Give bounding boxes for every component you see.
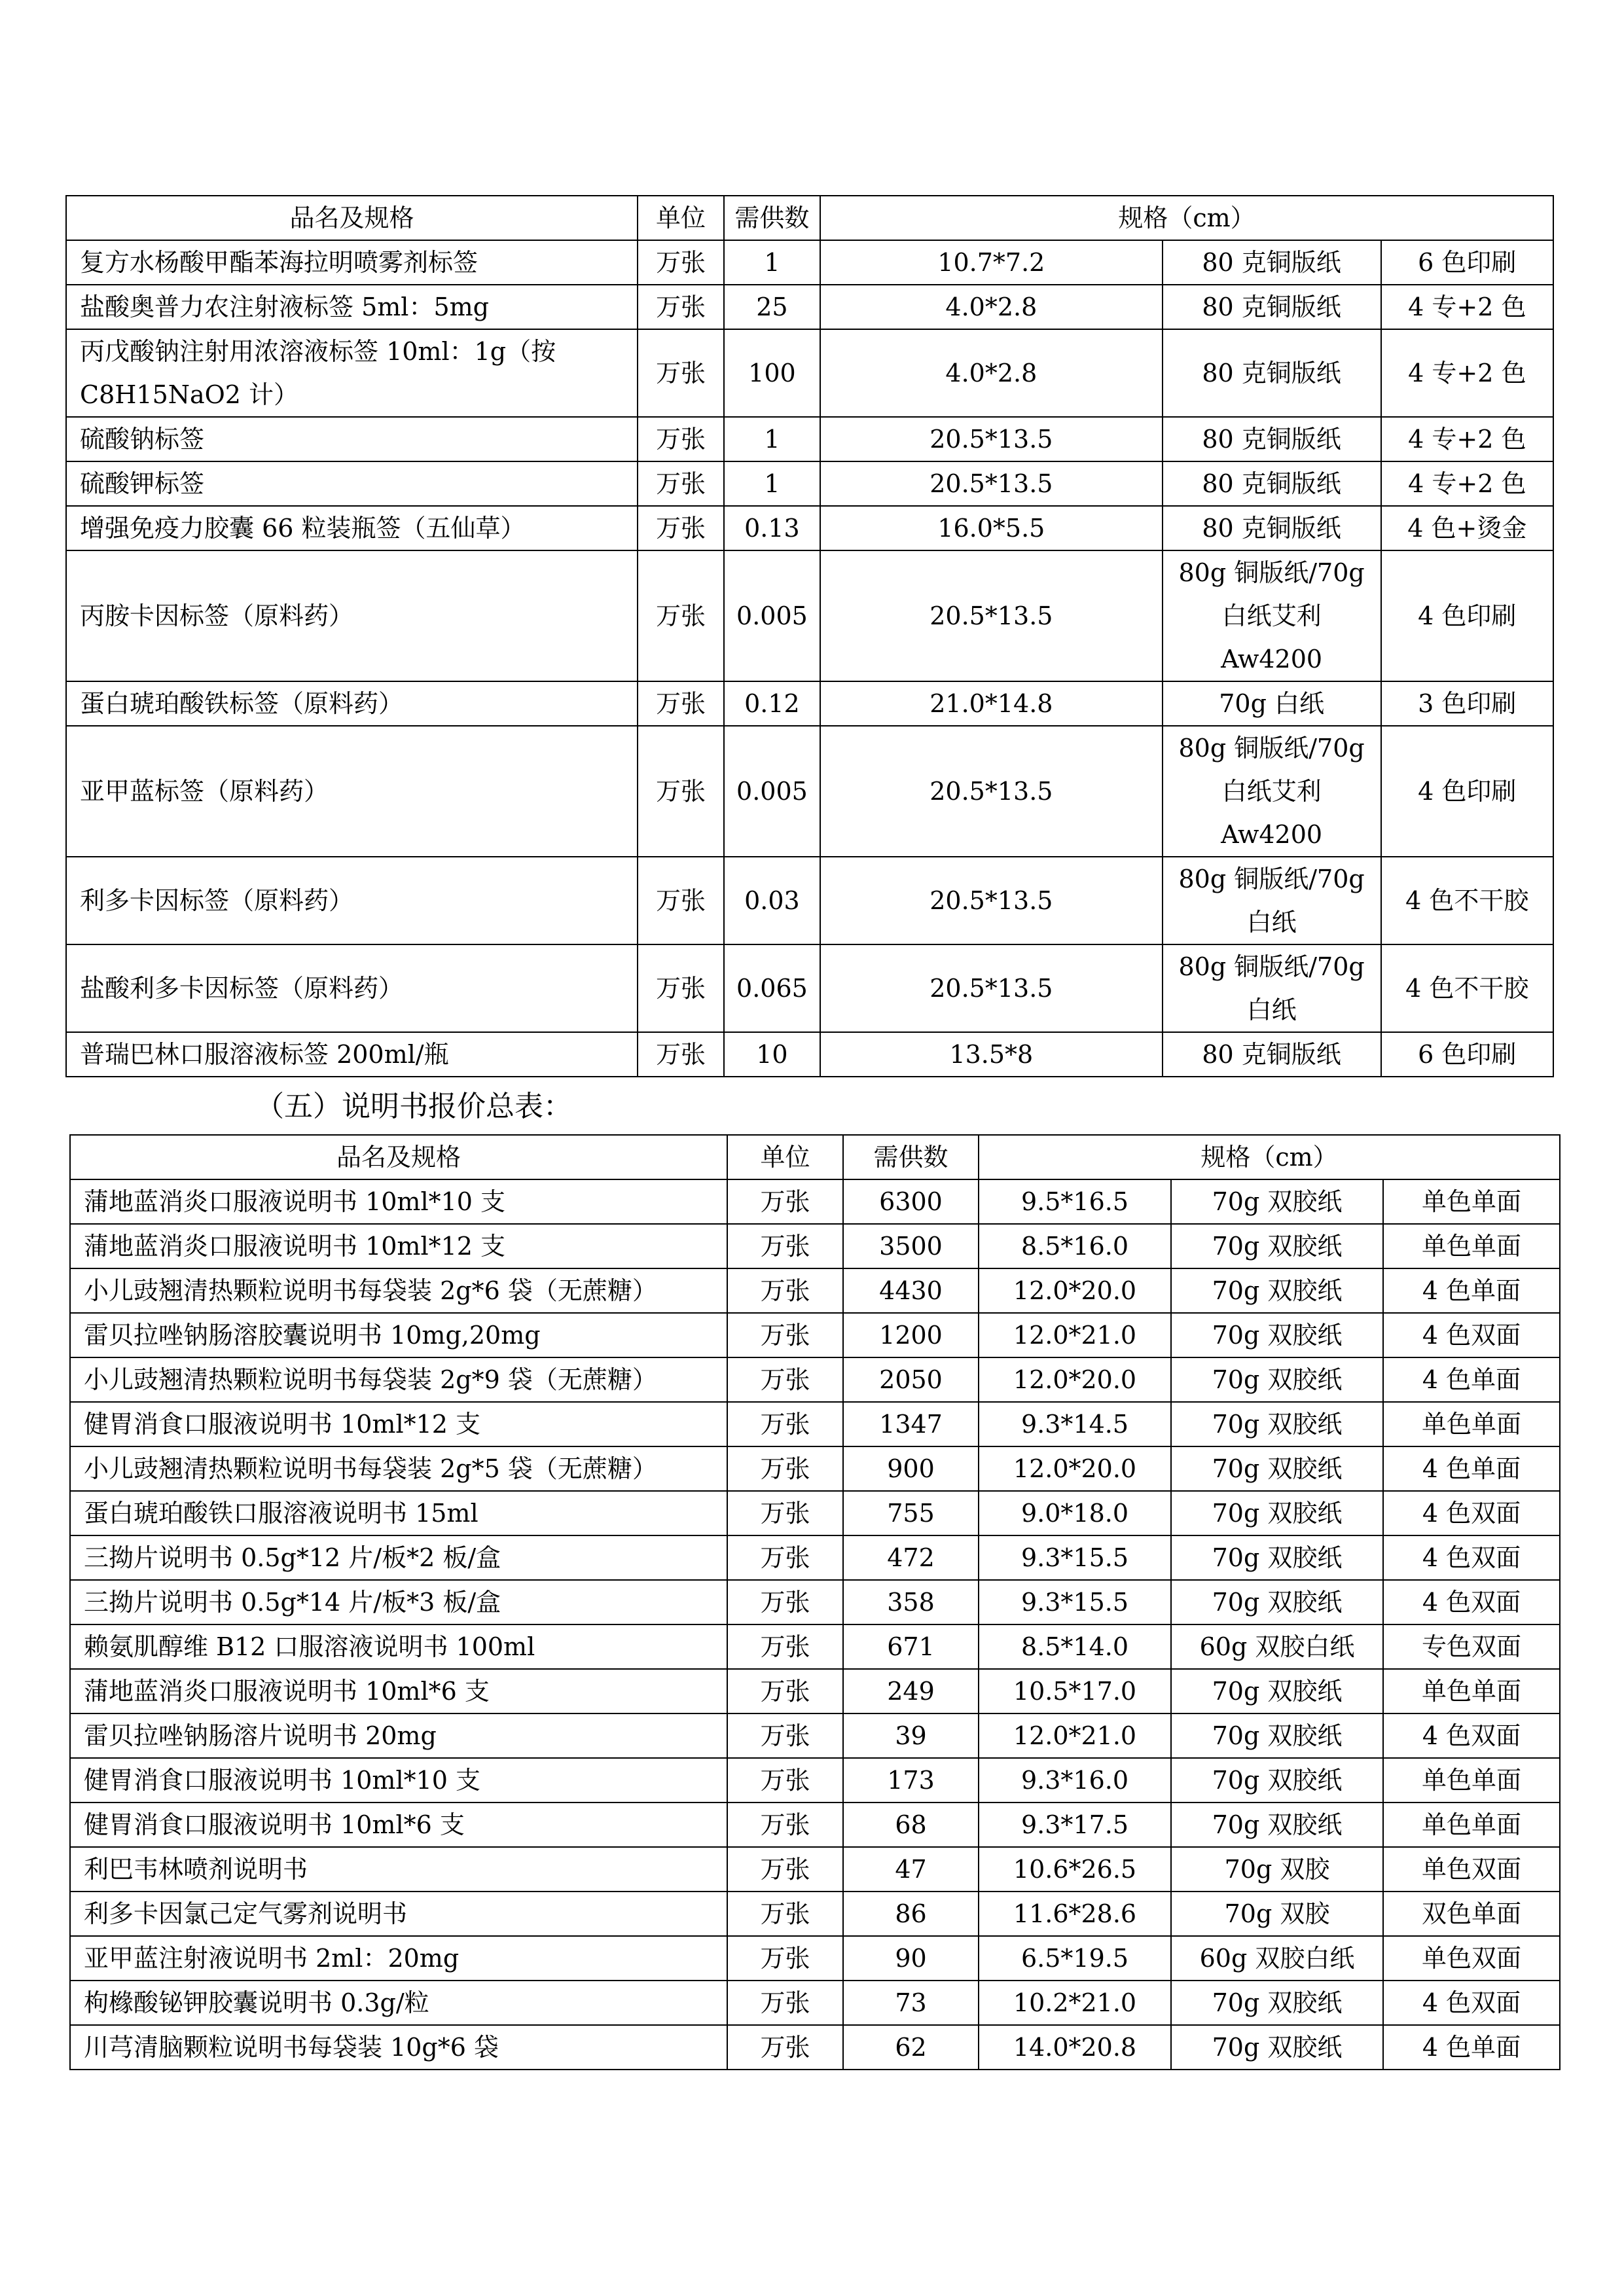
item-print: 4 色+烫金 bbox=[1381, 506, 1553, 550]
item-qty: 10 bbox=[724, 1032, 820, 1077]
item-paper: 70g 双胶纸 bbox=[1171, 1313, 1383, 1357]
item-name: 蒲地蓝消炎口服液说明书 10ml*12 支 bbox=[70, 1224, 727, 1268]
label-quote-table bbox=[65, 195, 1554, 1077]
item-unit: 万张 bbox=[638, 285, 724, 329]
item-size: 16.0*5.5 bbox=[820, 506, 1163, 550]
item-name: 利多卡因标签（原料药） bbox=[66, 857, 638, 944]
item-name: 利多卡因氯己定气雾剂说明书 bbox=[70, 1892, 727, 1936]
table-row bbox=[70, 1535, 1560, 1580]
item-name: 硫酸钾标签 bbox=[66, 461, 638, 506]
item-unit: 万张 bbox=[727, 1981, 843, 2025]
item-unit: 万张 bbox=[727, 1624, 843, 1669]
item-print: 4 色单面 bbox=[1383, 1357, 1560, 1402]
item-paper: 60g 双胶白纸 bbox=[1171, 1624, 1383, 1669]
item-paper: 70g 双胶纸 bbox=[1171, 1268, 1383, 1313]
item-paper: 60g 双胶白纸 bbox=[1171, 1936, 1383, 1981]
item-size: 20.5*13.5 bbox=[820, 550, 1163, 681]
item-unit: 万张 bbox=[727, 1936, 843, 1981]
item-name: 蛋白琥珀酸铁标签（原料药） bbox=[66, 681, 638, 726]
item-print: 4 色双面 bbox=[1383, 1535, 1560, 1580]
item-name: 硫酸钠标签 bbox=[66, 417, 638, 461]
item-name: 增强免疫力胶囊 66 粒装瓶签（五仙草） bbox=[66, 506, 638, 550]
item-size: 9.3*14.5 bbox=[979, 1402, 1171, 1446]
item-qty: 1 bbox=[724, 417, 820, 461]
item-name: 亚甲蓝标签（原料药） bbox=[66, 726, 638, 857]
table-row bbox=[70, 1669, 1560, 1713]
table-row bbox=[66, 550, 1553, 681]
item-unit: 万张 bbox=[727, 1446, 843, 1491]
item-unit: 万张 bbox=[638, 240, 724, 285]
item-name: 川芎清脑颗粒说明书每袋装 10g*6 袋 bbox=[70, 2025, 727, 2070]
item-qty: 358 bbox=[843, 1580, 979, 1624]
table-row bbox=[70, 1892, 1560, 1936]
item-name: 枸橼酸铋钾胶囊说明书 0.3g/粒 bbox=[70, 1981, 727, 2025]
item-qty: 900 bbox=[843, 1446, 979, 1491]
item-name: 健胃消食口服液说明书 10ml*12 支 bbox=[70, 1402, 727, 1446]
section-title: （五）说明书报价总表： bbox=[255, 1090, 572, 1123]
item-name: 利巴韦林喷剂说明书 bbox=[70, 1847, 727, 1892]
item-size: 9.3*15.5 bbox=[979, 1580, 1171, 1624]
item-size: 4.0*2.8 bbox=[820, 329, 1163, 417]
item-print: 4 色单面 bbox=[1383, 2025, 1560, 2070]
item-size: 12.0*20.0 bbox=[979, 1446, 1171, 1491]
item-size: 12.0*21.0 bbox=[979, 1713, 1171, 1758]
item-print: 6 色印刷 bbox=[1381, 240, 1553, 285]
item-paper: 80g 铜版纸/70g 白纸艾利 Aw4200 bbox=[1163, 550, 1381, 681]
table-row bbox=[70, 2025, 1560, 2070]
table-row bbox=[70, 1224, 1560, 1268]
item-paper: 70g 双胶纸 bbox=[1171, 1981, 1383, 2025]
item-print: 4 色不干胶 bbox=[1381, 944, 1553, 1032]
table-row bbox=[70, 1713, 1560, 1758]
item-print: 4 色单面 bbox=[1383, 1446, 1560, 1491]
item-qty: 0.12 bbox=[724, 681, 820, 726]
item-unit: 万张 bbox=[638, 461, 724, 506]
item-paper: 70g 双胶纸 bbox=[1171, 1713, 1383, 1758]
item-size: 9.3*15.5 bbox=[979, 1535, 1171, 1580]
table-row bbox=[70, 1268, 1560, 1313]
item-name: 普瑞巴林口服溶液标签 200ml/瓶 bbox=[66, 1032, 638, 1077]
item-print: 4 专+2 色 bbox=[1381, 285, 1553, 329]
item-qty: 73 bbox=[843, 1981, 979, 2025]
table-row bbox=[66, 285, 1553, 329]
table-row bbox=[70, 1357, 1560, 1402]
item-size: 8.5*16.0 bbox=[979, 1224, 1171, 1268]
item-name: 三拗片说明书 0.5g*12 片/板*2 板/盒 bbox=[70, 1535, 727, 1580]
item-size: 12.0*21.0 bbox=[979, 1313, 1171, 1357]
item-size: 10.7*7.2 bbox=[820, 240, 1163, 285]
item-unit: 万张 bbox=[727, 1580, 843, 1624]
item-print: 6 色印刷 bbox=[1381, 1032, 1553, 1077]
item-paper: 70g 双胶纸 bbox=[1171, 2025, 1383, 2070]
item-unit: 万张 bbox=[638, 681, 724, 726]
table-row bbox=[66, 506, 1553, 550]
item-name: 盐酸利多卡因标签（原料药） bbox=[66, 944, 638, 1032]
item-qty: 1 bbox=[724, 461, 820, 506]
item-paper: 70g 双胶纸 bbox=[1171, 1535, 1383, 1580]
item-unit: 万张 bbox=[638, 726, 724, 857]
item-unit: 万张 bbox=[727, 1669, 843, 1713]
table-row bbox=[66, 1032, 1553, 1077]
item-qty: 0.005 bbox=[724, 726, 820, 857]
table-row bbox=[66, 329, 1553, 417]
table-row bbox=[70, 1936, 1560, 1981]
item-size: 9.3*17.5 bbox=[979, 1803, 1171, 1847]
item-paper: 70g 双胶 bbox=[1171, 1847, 1383, 1892]
item-size: 20.5*13.5 bbox=[820, 461, 1163, 506]
item-paper: 70g 白纸 bbox=[1163, 681, 1381, 726]
item-name: 盐酸奥普力农注射液标签 5ml：5mg bbox=[66, 285, 638, 329]
item-unit: 万张 bbox=[727, 1892, 843, 1936]
item-unit: 万张 bbox=[638, 329, 724, 417]
item-qty: 68 bbox=[843, 1803, 979, 1847]
table-row bbox=[70, 1179, 1560, 1224]
item-size: 21.0*14.8 bbox=[820, 681, 1163, 726]
item-unit: 万张 bbox=[727, 1357, 843, 1402]
table-row bbox=[66, 240, 1553, 285]
item-qty: 1200 bbox=[843, 1313, 979, 1357]
item-qty: 2050 bbox=[843, 1357, 979, 1402]
table-header-row bbox=[70, 1135, 1560, 1179]
item-qty: 755 bbox=[843, 1491, 979, 1535]
item-qty: 90 bbox=[843, 1936, 979, 1981]
item-qty: 0.005 bbox=[724, 550, 820, 681]
header-name: 品名及规格 bbox=[66, 196, 638, 240]
table-row bbox=[66, 726, 1553, 857]
table-row bbox=[70, 1446, 1560, 1491]
item-size: 6.5*19.5 bbox=[979, 1936, 1171, 1981]
item-unit: 万张 bbox=[727, 1847, 843, 1892]
item-name: 丙戊酸钠注射用浓溶液标签 10ml：1g（按C8H15NaO2 计） bbox=[66, 329, 638, 417]
item-paper: 80g 铜版纸/70g 白纸 bbox=[1163, 857, 1381, 944]
item-print: 双色单面 bbox=[1383, 1892, 1560, 1936]
item-name: 蒲地蓝消炎口服液说明书 10ml*6 支 bbox=[70, 1669, 727, 1713]
item-print: 3 色印刷 bbox=[1381, 681, 1553, 726]
table-row bbox=[70, 1402, 1560, 1446]
item-size: 13.5*8 bbox=[820, 1032, 1163, 1077]
item-paper: 80 克铜版纸 bbox=[1163, 506, 1381, 550]
item-unit: 万张 bbox=[638, 1032, 724, 1077]
item-size: 11.6*28.6 bbox=[979, 1892, 1171, 1936]
item-size: 20.5*13.5 bbox=[820, 726, 1163, 857]
item-size: 10.6*26.5 bbox=[979, 1847, 1171, 1892]
item-paper: 70g 双胶纸 bbox=[1171, 1179, 1383, 1224]
item-size: 12.0*20.0 bbox=[979, 1268, 1171, 1313]
item-unit: 万张 bbox=[727, 2025, 843, 2070]
item-unit: 万张 bbox=[727, 1179, 843, 1224]
item-unit: 万张 bbox=[727, 1758, 843, 1803]
item-print: 4 专+2 色 bbox=[1381, 417, 1553, 461]
header-qty: 需供数 bbox=[843, 1135, 979, 1179]
item-print: 单色单面 bbox=[1383, 1224, 1560, 1268]
item-unit: 万张 bbox=[727, 1491, 843, 1535]
item-size: 9.5*16.5 bbox=[979, 1179, 1171, 1224]
item-print: 单色双面 bbox=[1383, 1936, 1560, 1981]
item-qty: 0.13 bbox=[724, 506, 820, 550]
item-print: 4 色双面 bbox=[1383, 1580, 1560, 1624]
item-qty: 6300 bbox=[843, 1179, 979, 1224]
table-row bbox=[66, 944, 1553, 1032]
item-qty: 3500 bbox=[843, 1224, 979, 1268]
item-print: 4 色印刷 bbox=[1381, 726, 1553, 857]
header-name: 品名及规格 bbox=[70, 1135, 727, 1179]
item-qty: 86 bbox=[843, 1892, 979, 1936]
item-name: 亚甲蓝注射液说明书 2ml：20mg bbox=[70, 1936, 727, 1981]
item-print: 单色双面 bbox=[1383, 1847, 1560, 1892]
table-row bbox=[70, 1803, 1560, 1847]
item-size: 9.3*16.0 bbox=[979, 1758, 1171, 1803]
item-print: 单色单面 bbox=[1383, 1803, 1560, 1847]
item-print: 专色双面 bbox=[1383, 1624, 1560, 1669]
item-unit: 万张 bbox=[727, 1268, 843, 1313]
item-size: 12.0*20.0 bbox=[979, 1357, 1171, 1402]
header-qty: 需供数 bbox=[724, 196, 820, 240]
item-size: 20.5*13.5 bbox=[820, 944, 1163, 1032]
item-paper: 70g 双胶纸 bbox=[1171, 1669, 1383, 1713]
item-print: 4 专+2 色 bbox=[1381, 461, 1553, 506]
item-size: 4.0*2.8 bbox=[820, 285, 1163, 329]
header-spec: 规格（cm） bbox=[820, 196, 1553, 240]
item-qty: 39 bbox=[843, 1713, 979, 1758]
table-row bbox=[66, 417, 1553, 461]
item-name: 雷贝拉唑钠肠溶片说明书 20mg bbox=[70, 1713, 727, 1758]
item-paper: 70g 双胶纸 bbox=[1171, 1224, 1383, 1268]
item-paper: 80 克铜版纸 bbox=[1163, 417, 1381, 461]
item-name: 小儿豉翘清热颗粒说明书每袋装 2g*9 袋（无蔗糖） bbox=[70, 1357, 727, 1402]
item-qty: 100 bbox=[724, 329, 820, 417]
item-name: 复方水杨酸甲酯苯海拉明喷雾剂标签 bbox=[66, 240, 638, 285]
item-paper: 80 克铜版纸 bbox=[1163, 329, 1381, 417]
item-paper: 80 克铜版纸 bbox=[1163, 240, 1381, 285]
item-paper: 70g 双胶纸 bbox=[1171, 1580, 1383, 1624]
table-header-row bbox=[66, 196, 1553, 240]
item-print: 4 色双面 bbox=[1383, 1713, 1560, 1758]
item-name: 三拗片说明书 0.5g*14 片/板*3 板/盒 bbox=[70, 1580, 727, 1624]
item-size: 14.0*20.8 bbox=[979, 2025, 1171, 2070]
item-unit: 万张 bbox=[727, 1402, 843, 1446]
item-qty: 62 bbox=[843, 2025, 979, 2070]
item-unit: 万张 bbox=[638, 506, 724, 550]
item-qty: 4430 bbox=[843, 1268, 979, 1313]
item-print: 4 色双面 bbox=[1383, 1313, 1560, 1357]
item-qty: 671 bbox=[843, 1624, 979, 1669]
item-paper: 80 克铜版纸 bbox=[1163, 285, 1381, 329]
header-unit: 单位 bbox=[638, 196, 724, 240]
item-unit: 万张 bbox=[638, 857, 724, 944]
item-name: 雷贝拉唑钠肠溶胶囊说明书 10mg,20mg bbox=[70, 1313, 727, 1357]
table-row bbox=[70, 1624, 1560, 1669]
item-unit: 万张 bbox=[727, 1224, 843, 1268]
item-print: 单色单面 bbox=[1383, 1669, 1560, 1713]
leaflet-quote-table bbox=[69, 1134, 1561, 2070]
item-unit: 万张 bbox=[638, 417, 724, 461]
item-paper: 70g 双胶纸 bbox=[1171, 1491, 1383, 1535]
item-print: 4 色印刷 bbox=[1381, 550, 1553, 681]
item-qty: 47 bbox=[843, 1847, 979, 1892]
item-paper: 70g 双胶 bbox=[1171, 1892, 1383, 1936]
item-paper: 70g 双胶纸 bbox=[1171, 1758, 1383, 1803]
item-qty: 173 bbox=[843, 1758, 979, 1803]
item-unit: 万张 bbox=[727, 1803, 843, 1847]
item-print: 单色单面 bbox=[1383, 1402, 1560, 1446]
table-row bbox=[66, 461, 1553, 506]
item-unit: 万张 bbox=[727, 1713, 843, 1758]
item-paper: 70g 双胶纸 bbox=[1171, 1446, 1383, 1491]
table-row bbox=[66, 857, 1553, 944]
item-paper: 70g 双胶纸 bbox=[1171, 1357, 1383, 1402]
item-qty: 1347 bbox=[843, 1402, 979, 1446]
item-print: 4 色双面 bbox=[1383, 1491, 1560, 1535]
item-size: 8.5*14.0 bbox=[979, 1624, 1171, 1669]
item-name: 健胃消食口服液说明书 10ml*6 支 bbox=[70, 1803, 727, 1847]
item-print: 单色单面 bbox=[1383, 1179, 1560, 1224]
item-print: 4 色双面 bbox=[1383, 1981, 1560, 2025]
item-unit: 万张 bbox=[727, 1313, 843, 1357]
item-paper: 80 克铜版纸 bbox=[1163, 1032, 1381, 1077]
item-print: 4 色单面 bbox=[1383, 1268, 1560, 1313]
table-row bbox=[66, 681, 1553, 726]
item-name: 蛋白琥珀酸铁口服溶液说明书 15ml bbox=[70, 1491, 727, 1535]
item-qty: 472 bbox=[843, 1535, 979, 1580]
item-name: 健胃消食口服液说明书 10ml*10 支 bbox=[70, 1758, 727, 1803]
item-qty: 0.03 bbox=[724, 857, 820, 944]
item-size: 10.2*21.0 bbox=[979, 1981, 1171, 2025]
item-paper: 80 克铜版纸 bbox=[1163, 461, 1381, 506]
item-name: 蒲地蓝消炎口服液说明书 10ml*10 支 bbox=[70, 1179, 727, 1224]
item-qty: 0.065 bbox=[724, 944, 820, 1032]
table-row bbox=[70, 1847, 1560, 1892]
item-name: 小儿豉翘清热颗粒说明书每袋装 2g*6 袋（无蔗糖） bbox=[70, 1268, 727, 1313]
item-qty: 25 bbox=[724, 285, 820, 329]
item-paper: 70g 双胶纸 bbox=[1171, 1803, 1383, 1847]
item-name: 小儿豉翘清热颗粒说明书每袋装 2g*5 袋（无蔗糖） bbox=[70, 1446, 727, 1491]
header-unit: 单位 bbox=[727, 1135, 843, 1179]
item-print: 单色单面 bbox=[1383, 1758, 1560, 1803]
item-size: 9.0*18.0 bbox=[979, 1491, 1171, 1535]
item-size: 20.5*13.5 bbox=[820, 417, 1163, 461]
item-print: 4 专+2 色 bbox=[1381, 329, 1553, 417]
item-size: 10.5*17.0 bbox=[979, 1669, 1171, 1713]
item-unit: 万张 bbox=[727, 1535, 843, 1580]
table-row bbox=[70, 1981, 1560, 2025]
table-row bbox=[70, 1758, 1560, 1803]
item-qty: 249 bbox=[843, 1669, 979, 1713]
table-row bbox=[70, 1580, 1560, 1624]
item-qty: 1 bbox=[724, 240, 820, 285]
item-unit: 万张 bbox=[638, 550, 724, 681]
item-name: 丙胺卡因标签（原料药） bbox=[66, 550, 638, 681]
item-unit: 万张 bbox=[638, 944, 724, 1032]
item-name: 赖氨肌醇维 B12 口服溶液说明书 100ml bbox=[70, 1624, 727, 1669]
item-print: 4 色不干胶 bbox=[1381, 857, 1553, 944]
header-spec: 规格（cm） bbox=[979, 1135, 1560, 1179]
table-row bbox=[70, 1491, 1560, 1535]
item-paper: 80g 铜版纸/70g 白纸艾利 Aw4200 bbox=[1163, 726, 1381, 857]
item-paper: 70g 双胶纸 bbox=[1171, 1402, 1383, 1446]
item-size: 20.5*13.5 bbox=[820, 857, 1163, 944]
table-row bbox=[70, 1313, 1560, 1357]
item-paper: 80g 铜版纸/70g 白纸 bbox=[1163, 944, 1381, 1032]
